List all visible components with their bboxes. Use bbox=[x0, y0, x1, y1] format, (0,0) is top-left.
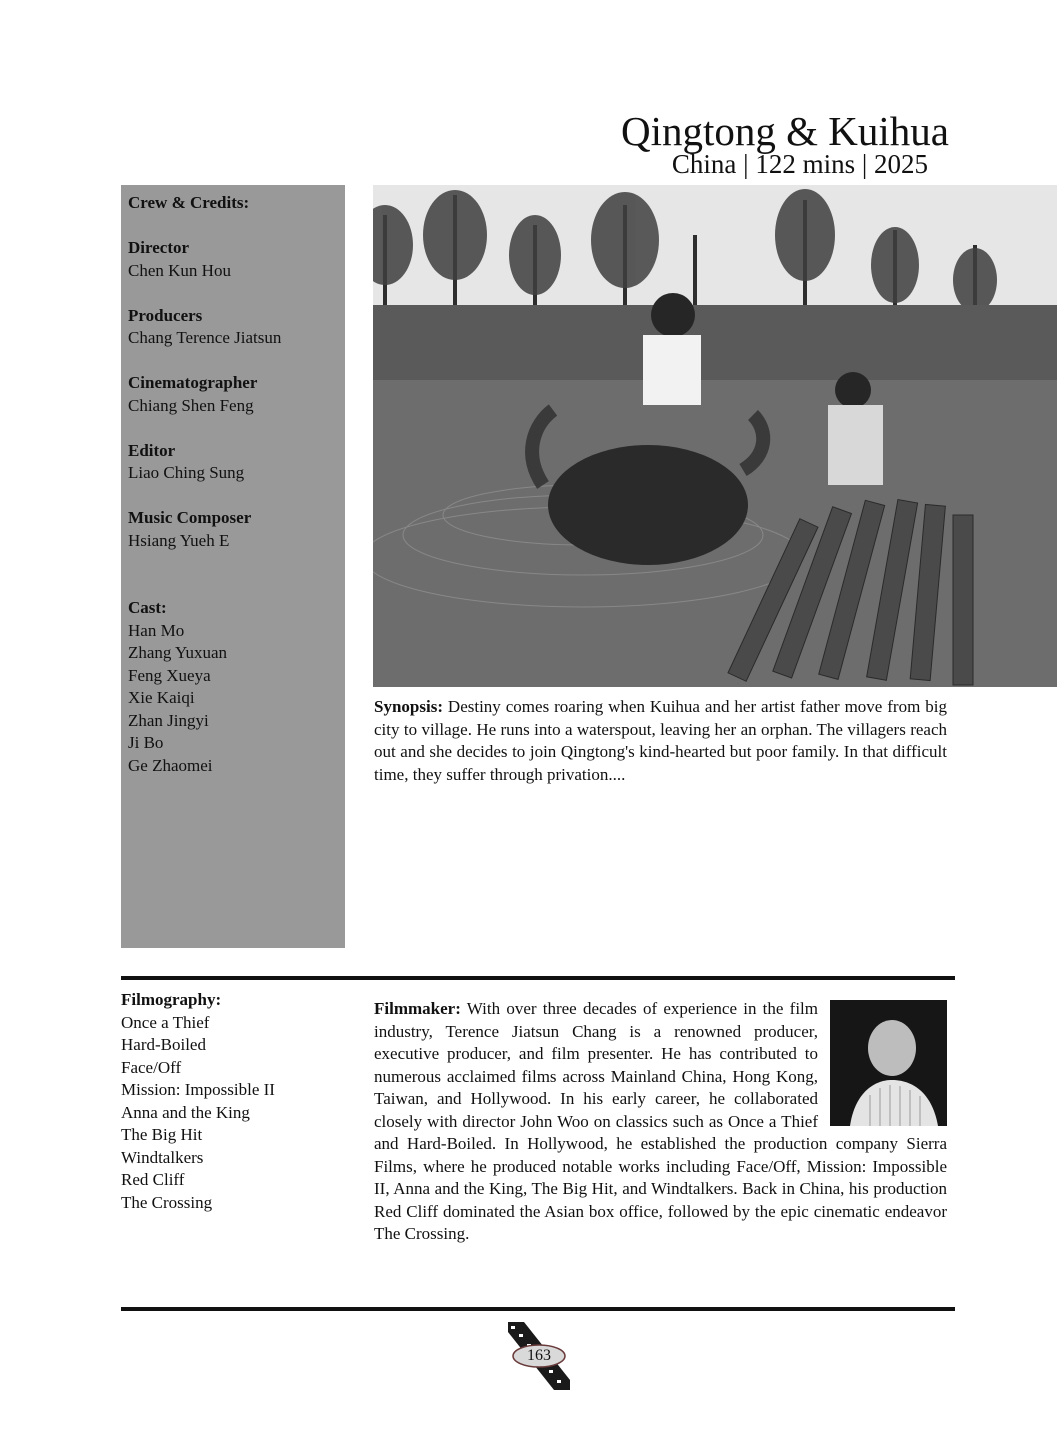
filmography-item: Red Cliff bbox=[121, 1170, 185, 1189]
film-still-illustration bbox=[373, 185, 1057, 687]
page-number: 163 bbox=[527, 1347, 551, 1364]
filmography-item: The Crossing bbox=[121, 1192, 213, 1212]
credit-role: Producers bbox=[128, 305, 203, 325]
cast-member: Ji Bo bbox=[128, 733, 164, 752]
cast-member: Han Mo bbox=[128, 620, 185, 640]
film-meta: China | 122 mins | 2025 bbox=[671, 149, 928, 179]
filmography-item: Anna and the King bbox=[121, 1102, 250, 1122]
filmmaker-portrait bbox=[830, 1000, 947, 1126]
synopsis-label: Synopsis: bbox=[374, 697, 443, 716]
credit-name: Chang Terence Jiatsun bbox=[128, 328, 282, 347]
filmmaker-text: With over three decades of experience in the film industry, Terence Jiatsun Chang is a renowned producer, executive producer, and film presenter. He has contributed to numerous acclaimed films across Mainland China, Hong Kong, Taiwan, and Hollywood. In his early career, he collaborated closely with director John Woo on classics such as Once a Thief and Hard-Boiled. In Hollywood, he established the production company Sierra Films, where he produced notable works including Face/Off, Mission: Impossible II, Anna and the King, The Big Hit, and Windtalkers. Back in China, his production Red Cliff dominated the Asian box office, followed by the epic cinematic endeavor The Crossing. bbox=[374, 999, 947, 1243]
credit-music-composer bbox=[128, 507, 345, 552]
filmography-item: Face/Off bbox=[121, 1057, 182, 1077]
synopsis bbox=[374, 696, 947, 786]
filmography-item: Mission: Impossible II bbox=[121, 1080, 275, 1099]
filmography-heading: Filmography: bbox=[121, 990, 222, 1009]
filmography-item: Hard-Boiled bbox=[121, 1035, 206, 1054]
film-still-photo bbox=[373, 185, 1057, 687]
credits-heading: Crew & Credits: bbox=[128, 193, 250, 212]
footer-divider bbox=[121, 1307, 955, 1311]
credit-name: Liao Ching Sung bbox=[128, 463, 245, 482]
cast-heading: Cast: bbox=[128, 598, 167, 617]
filmography-item: The Big Hit bbox=[121, 1125, 203, 1144]
credit-director bbox=[128, 237, 345, 282]
credit-role: Cinematographer bbox=[128, 373, 258, 392]
cast-member: Feng Xueya bbox=[128, 665, 211, 685]
filmography-item: Windtalkers bbox=[121, 1147, 204, 1167]
credit-cinematographer bbox=[128, 372, 345, 417]
filmography bbox=[121, 989, 361, 1214]
cast-member: Zhang Yuxuan bbox=[128, 643, 227, 662]
credit-editor bbox=[128, 440, 345, 485]
credit-name: Hsiang Yueh E bbox=[128, 530, 230, 550]
credit-role: Music Composer bbox=[128, 508, 252, 527]
cast-group bbox=[128, 597, 345, 777]
portrait-illustration bbox=[830, 1000, 947, 1126]
credit-name: Chiang Shen Feng bbox=[128, 395, 254, 415]
credit-role: Editor bbox=[128, 440, 176, 460]
credits-panel bbox=[121, 185, 345, 948]
cast-member: Ge Zhaomei bbox=[128, 755, 213, 775]
filmography-item: Once a Thief bbox=[121, 1012, 210, 1032]
filmmaker-label: Filmmaker: bbox=[374, 999, 461, 1018]
credit-producers bbox=[128, 305, 345, 350]
filmmaker-bio bbox=[374, 998, 947, 1246]
credit-name: Chen Kun Hou bbox=[128, 260, 231, 280]
cast-member: Xie Kaiqi bbox=[128, 688, 195, 707]
synopsis-text: Destiny comes roaring when Kuihua and her artist father move from big city to village. He runs into a waterspout, leaving her an orphan. The villagers reach out and she decides to join Qingtong's kind-hearted but poor family. In that difficult time, they suffer through privation.... bbox=[374, 697, 947, 784]
film-title: Qingtong & Kuihua bbox=[621, 108, 949, 154]
credit-role: Director bbox=[128, 238, 190, 257]
cast-member: Zhan Jingyi bbox=[128, 710, 209, 730]
section-divider bbox=[121, 976, 955, 980]
